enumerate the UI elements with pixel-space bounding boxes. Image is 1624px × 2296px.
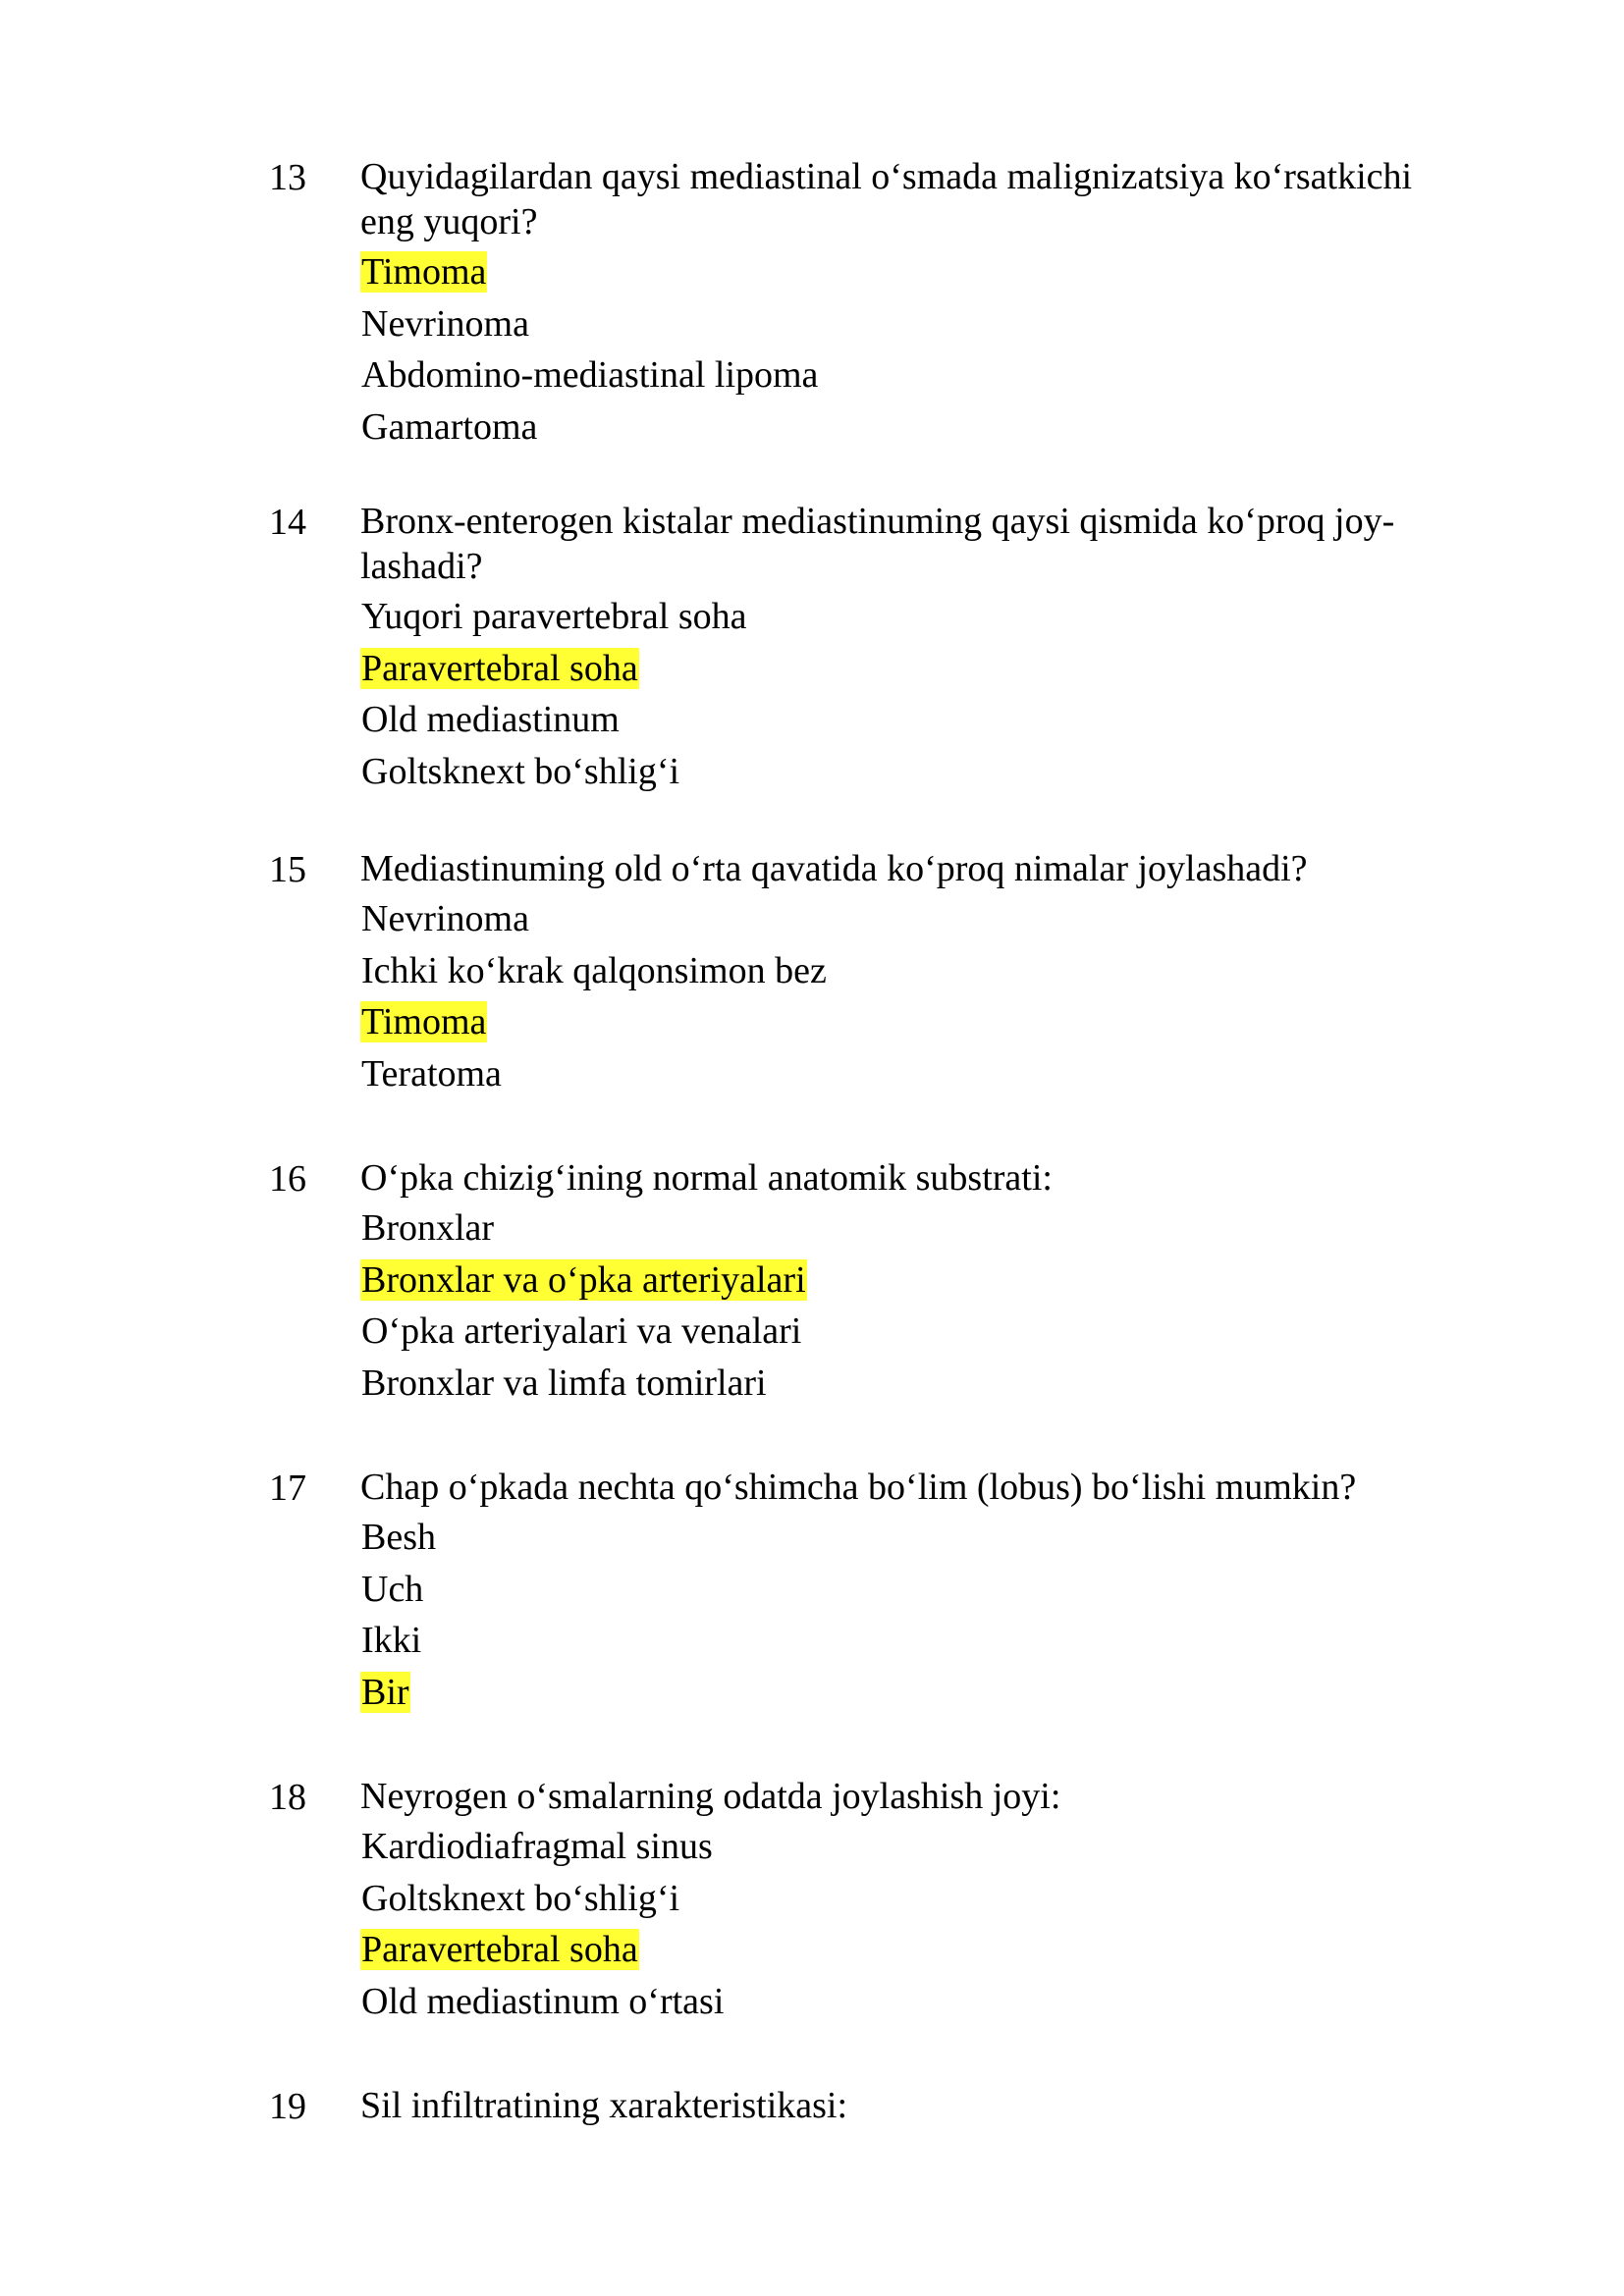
answer-option-correct [360,643,748,695]
answer-options [360,1512,437,1718]
answer-option [360,893,828,945]
answer-option [360,1821,725,1873]
option-text: Goltsknext bo‘shlig‘i [361,1877,680,1919]
answer-option [360,298,819,350]
answer-option [360,1615,437,1667]
answer-option [360,1306,807,1358]
option-text: Old mediastinum [361,699,620,740]
option-text: Timoma [361,251,487,293]
answer-option [360,945,828,997]
question-text: O‘pka chizig‘ining normal anatomik substrati: [360,1157,1053,1199]
question-number: 13 [269,157,306,198]
answer-option [360,1976,725,2028]
answer-option [360,746,748,798]
question-number: 17 [269,1468,306,1509]
question-number: 18 [269,1777,306,1818]
option-text: Nevrinoma [361,302,529,345]
answer-option-correct [360,1255,807,1307]
option-text: Bir [361,1671,409,1713]
option-text: Bronxlar va o‘pka arteriyalari [361,1258,806,1301]
answer-option [360,401,819,454]
option-text: Gamartoma [361,405,538,448]
option-text: Ikki [361,1620,422,1661]
option-text: Ichki ko‘krak qalqonsimon bez [361,949,827,991]
question-text: Bronx-enterogen kistalar mediastinuming qaysi qismida ko‘proq joy-lashadi? [360,501,1395,587]
answer-option-correct [360,996,828,1048]
question-text: Quyidagilardan qaysi mediastinal o‘smada malignizatsiya ko‘rsatkichi eng yuqori? [360,156,1413,242]
option-text: Teratoma [361,1052,502,1095]
answer-option [360,1048,828,1100]
option-text: Kardiodiafragmal sinus [361,1826,713,1867]
option-text: Yuqori paravertebral soha [361,596,747,637]
answer-option [360,591,748,643]
question-text: Mediastinuming old o‘rta qavatida ko‘proq nimalar joylashadi? [360,848,1308,889]
option-text: Bronxlar va limfa tomirlari [361,1362,767,1404]
option-text: Paravertebral soha [361,1929,638,1970]
question-number: 16 [269,1158,306,1200]
option-text: Uch [361,1568,424,1610]
question-text: Sil infiltratining xarakteristikasi: [360,2085,848,2126]
option-text: Besh [361,1517,436,1558]
option-text: Timoma [361,1001,487,1042]
question-number: 14 [269,502,306,543]
option-text: Abdomino-mediastinal lipoma [361,354,819,396]
answer-options [360,1202,807,1409]
answer-option [360,1564,437,1616]
answer-options [360,1821,725,2027]
option-text: Goltsknext bo‘shlig‘i [361,750,680,792]
option-text: Nevrinoma [361,898,529,939]
option-text: Paravertebral soha [361,647,638,689]
answer-option [360,1512,437,1564]
answer-option [360,1873,725,1925]
answer-option [360,1202,807,1255]
question-text: Chap o‘pkada nechta qo‘shimcha bo‘lim (lobus) bo‘lishi mumkin? [360,1467,1357,1508]
question-number: 15 [269,849,306,890]
answer-option [360,1358,807,1410]
question-text: Neyrogen o‘smalarning odatda joylashish joyi: [360,1776,1061,1817]
answer-options [360,591,748,797]
option-text: Old mediastinum o‘rtasi [361,1980,725,2022]
answer-option-correct [360,1924,725,1976]
answer-options [360,893,828,1099]
answer-option-correct [360,1667,437,1719]
option-text: Bronxlar [361,1207,495,1249]
answer-options [360,246,819,453]
option-text: O‘pka arteriyalari va venalari [361,1310,802,1352]
answer-option [360,694,748,746]
question-number: 19 [269,2086,306,2127]
answer-option-correct [360,246,819,298]
answer-option [360,349,819,401]
